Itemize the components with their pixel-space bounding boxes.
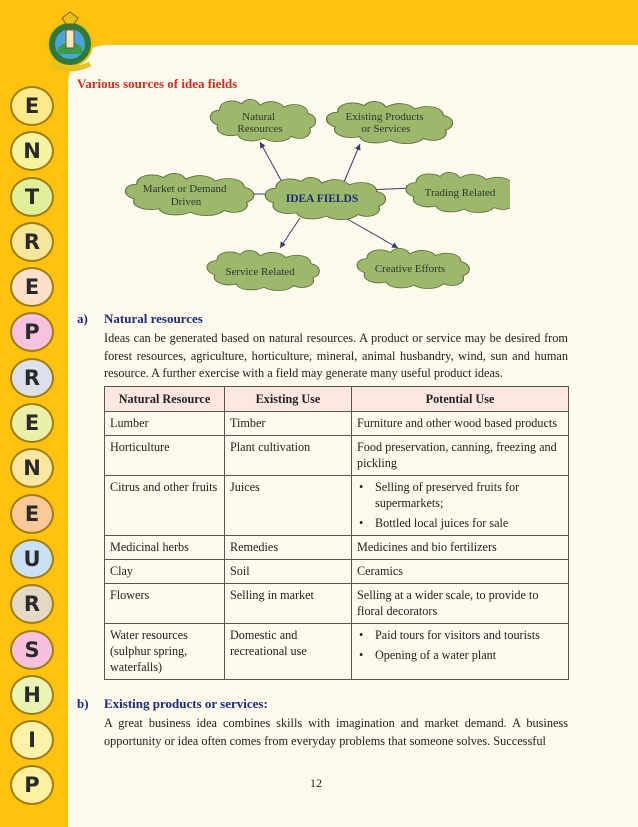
trading-label: Trading Related [424,187,496,199]
market-line-1: Market or Demand [142,183,227,195]
existing-line-2: or Services [361,123,411,135]
figure-title: Various sources of idea fields [77,76,238,91]
service-label: Service Related [225,266,295,278]
arrow-to-existing [344,144,360,182]
center-label: IDEA FIELDS [285,193,359,205]
table-row [105,584,569,624]
cell-existing-use: Selling in market [225,584,352,624]
svg-text:Natural Resources [237,111,282,135]
idea-fields-diagram [110,98,510,303]
side-letter: R [10,358,54,398]
side-letter-column [10,86,54,811]
emblem-logo-icon [40,10,100,74]
header-existing-use: Existing Use [225,387,352,412]
cell-existing-use: Remedies [225,536,352,560]
cell-resource: Water resources (sulphur spring, waterfalls) [105,624,225,680]
table-row [105,624,569,680]
market-line-2: Driven [170,196,202,208]
natural-line-2: Resources [237,123,283,135]
cell-resource: Citrus and other fruits [105,476,225,536]
cell-resource: Lumber [105,412,225,436]
table-header-row [105,387,569,412]
potential-use-bullet [357,515,563,531]
cell-existing-use: Plant cultivation [225,436,352,476]
cell-potential-use: Ceramics [352,560,569,584]
side-letter: E [10,494,54,534]
side-letter: R [10,222,54,262]
side-letter: N [10,448,54,488]
bullet-icon: • [359,648,364,662]
arrow-to-natural [260,142,282,182]
cell-resource: Flowers [105,584,225,624]
side-letter: P [10,312,54,352]
cell-potential-use: Selling at a wider scale, to provide to floral decorators [352,584,569,624]
cell-existing-use: Soil [225,560,352,584]
section-b-body: A great business idea combines skills with imagination and market demand. A business opportunity or idea often comes from everyday problems that someone solves. Successful [104,716,568,748]
existing-line-1: Existing Products [345,111,424,123]
side-letter: U [10,539,54,579]
cell-potential-use: Medicines and bio fertilizers [352,536,569,560]
table-row [105,476,569,536]
bullet-icon: • [359,628,364,642]
cell-existing-use: Timber [225,412,352,436]
potential-use-bullet [357,627,563,643]
header-potential-use: Potential Use [352,387,569,412]
section-a-heading: Natural resources [104,311,203,326]
bullet-text: Bottled local juices for sale [375,516,509,530]
cell-resource: Horticulture [105,436,225,476]
page-number: 12 [310,776,322,790]
cell-potential-use [352,476,569,536]
cell-potential-use: Food preservation, canning, freezing and pickling [352,436,569,476]
side-letter: S [10,630,54,670]
cell-existing-use: Juices [225,476,352,536]
creative-label: Creative Efforts [374,263,446,275]
side-letter: P [10,765,54,805]
section-b-heading: Existing products or services: [104,696,268,711]
natural-resources-table [104,386,569,680]
table-row [105,536,569,560]
table-row [105,412,569,436]
section-a-body: Ideas can be generated based on natural resources. A product or service may be desired from forest resources, agriculture, horticulture, mineral, animal husbandry, wind, sun and human resource. A further exercise with a field may generate many useful product ideas. [104,331,568,380]
table-row [105,436,569,476]
bullet-text: Selling of preserved fruits for supermarkets; [375,480,520,510]
side-letter: E [10,403,54,443]
bullet-icon: • [359,516,364,530]
header-natural-resource: Natural Resource [105,387,225,412]
side-letter: T [10,177,54,217]
side-letter: E [10,86,54,126]
side-letter: E [10,267,54,307]
side-letter: I [10,720,54,760]
potential-use-bullet [357,647,563,663]
side-letter: H [10,675,54,715]
section-a-label: a) [77,311,88,326]
section-b-label: b) [77,696,89,711]
cell-potential-use [352,624,569,680]
bullet-text: Opening of a water plant [375,648,497,662]
cell-resource: Clay [105,560,225,584]
cell-potential-use: Furniture and other wood based products [352,412,569,436]
natural-line-1: Natural [242,111,276,123]
side-letter: R [10,584,54,624]
bullet-text: Paid tours for visitors and tourists [375,628,540,642]
table-row [105,560,569,584]
arrow-to-creative [342,216,398,248]
side-letter: N [10,131,54,171]
arrow-to-service [280,218,300,248]
potential-use-bullet [357,479,563,511]
cell-resource: Medicinal herbs [105,536,225,560]
bullet-icon: • [359,480,364,494]
cell-existing-use: Domestic and recreational use [225,624,352,680]
